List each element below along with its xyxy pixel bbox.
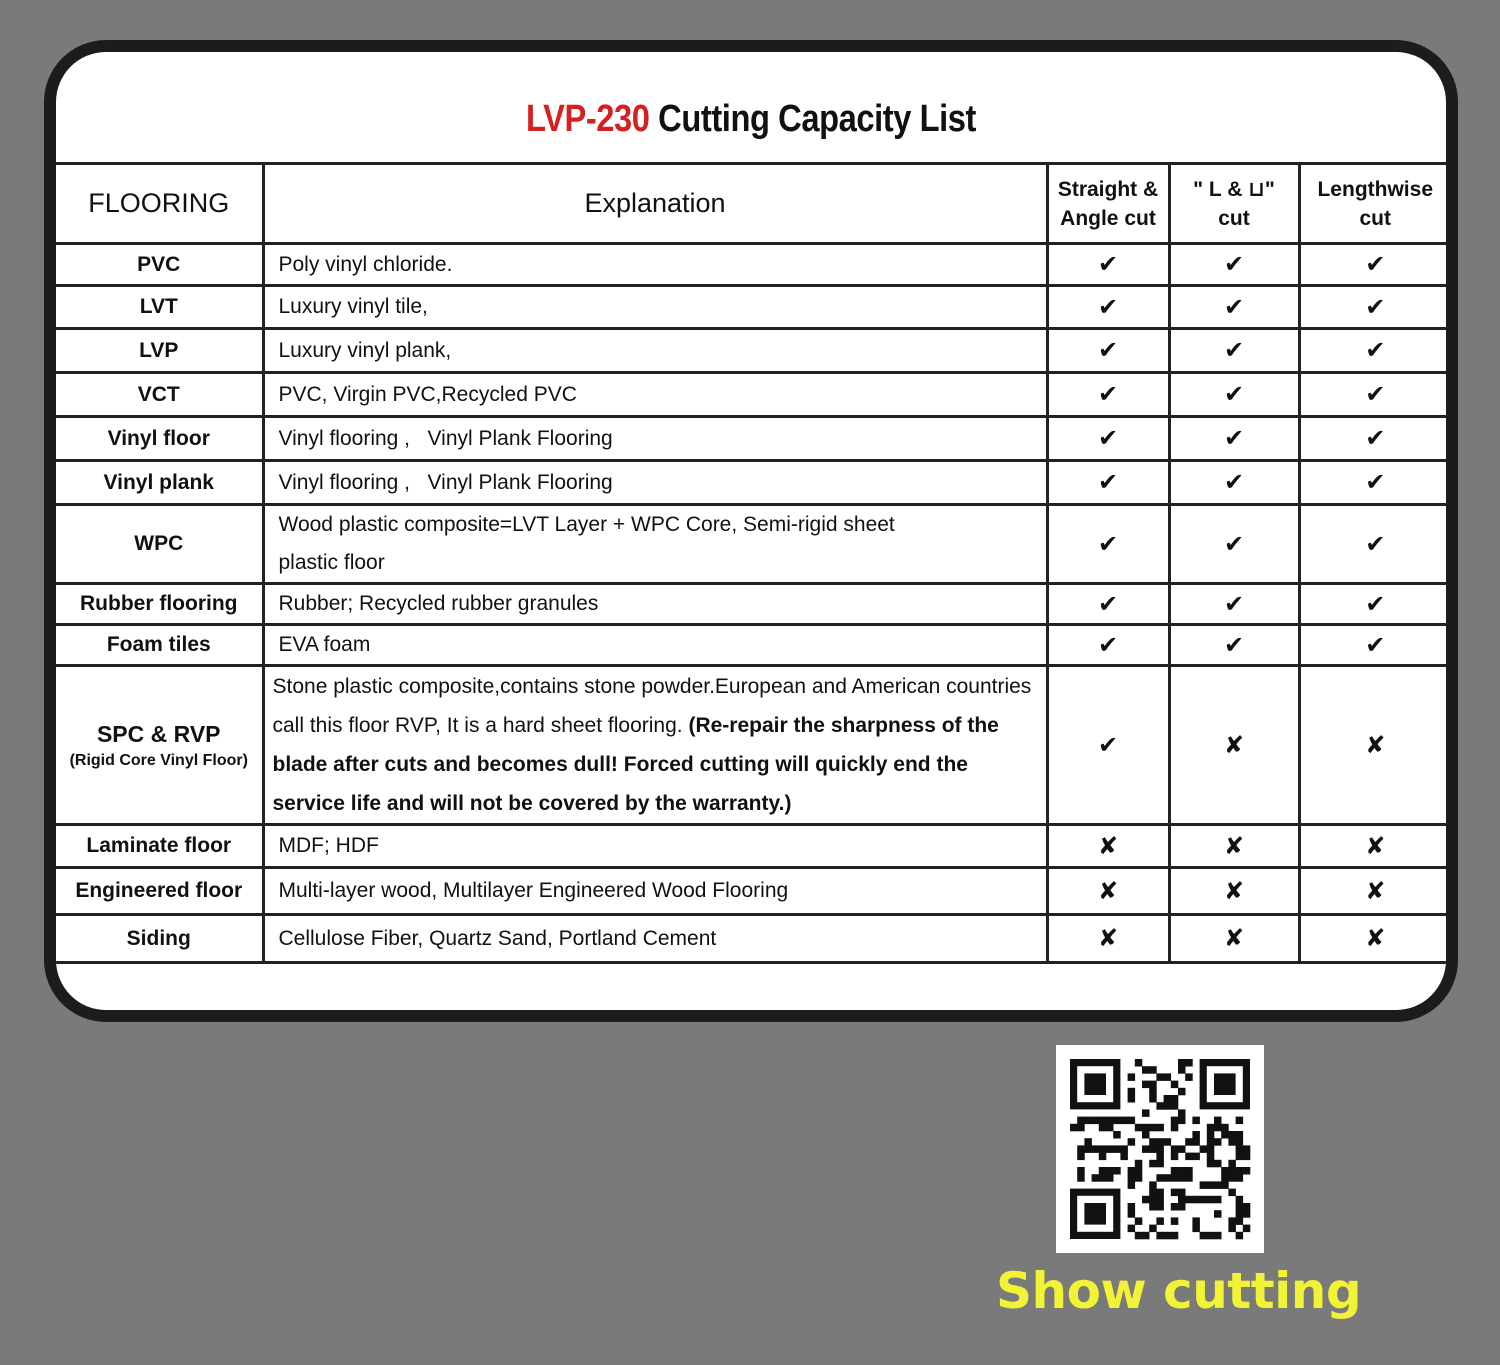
qr-module — [1236, 1138, 1244, 1146]
header-lengthwise-cut — [1299, 164, 1446, 244]
check-icon: ✔ — [1299, 329, 1446, 373]
cross-icon: ✘ — [1047, 915, 1169, 963]
qr-module — [1149, 1160, 1157, 1168]
qr-module — [1171, 1174, 1179, 1182]
qr-module — [1135, 1232, 1143, 1240]
qr-module — [1092, 1117, 1100, 1125]
qr-module — [1149, 1225, 1157, 1233]
qr-module — [1128, 1210, 1136, 1218]
qr-code-graphic — [1056, 1045, 1264, 1253]
qr-module — [1128, 1117, 1136, 1125]
check-icon: ✔ — [1047, 461, 1169, 505]
qr-module — [1200, 1196, 1208, 1204]
qr-module — [1228, 1131, 1236, 1139]
row-explanation: Vinyl flooring , Vinyl Plank Flooring — [263, 461, 1047, 505]
qr-module — [1099, 1124, 1107, 1132]
check-icon: ✔ — [1299, 417, 1446, 461]
qr-module — [1113, 1167, 1121, 1175]
check-icon: ✔ — [1299, 584, 1446, 625]
qr-module — [1156, 1203, 1164, 1211]
qr-module — [1128, 1138, 1136, 1146]
row-explanation — [263, 505, 1047, 584]
qr-module — [1149, 1124, 1157, 1132]
check-icon: ✔ — [1169, 417, 1299, 461]
qr-module — [1207, 1153, 1215, 1161]
qr-module — [1099, 1153, 1107, 1161]
qr-module — [1236, 1174, 1244, 1182]
qr-module — [1164, 1095, 1172, 1103]
qr-module — [1178, 1203, 1186, 1211]
check-icon: ✔ — [1047, 373, 1169, 417]
cross-icon: ✘ — [1299, 915, 1446, 963]
table-row — [56, 584, 1446, 625]
qr-module — [1149, 1203, 1157, 1211]
qr-module — [1228, 1138, 1236, 1146]
qr-module — [1178, 1189, 1186, 1197]
cross-icon: ✘ — [1047, 825, 1169, 868]
qr-module — [1178, 1066, 1186, 1074]
qr-module — [1171, 1153, 1179, 1161]
check-icon: ✔ — [1299, 373, 1446, 417]
qr-module — [1185, 1174, 1193, 1182]
qr-module — [1171, 1189, 1179, 1197]
row-explanation: Luxury vinyl plank, — [263, 329, 1047, 373]
row-name: WPC — [56, 505, 263, 584]
qr-module — [1128, 1095, 1136, 1103]
header-lengthwise-line1: Lengthwise — [1317, 177, 1433, 201]
check-icon: ✔ — [1047, 244, 1169, 286]
qr-module — [1149, 1095, 1157, 1103]
qr-module — [1207, 1196, 1215, 1204]
qr-module — [1156, 1073, 1164, 1081]
row-explanation-warning: (Re-repair the sharpness of the blade after cuts and becomes dull! Forced cutting will quickly end the service life and will not be covered by the warranty.) — [272, 714, 999, 815]
row-name: Rubber flooring — [56, 584, 263, 625]
check-icon: ✔ — [1299, 244, 1446, 286]
qr-module — [1106, 1117, 1114, 1125]
capacity-table — [56, 162, 1446, 964]
row-name-main: SPC & RVP — [96, 720, 221, 747]
row-explanation: Luxury vinyl tile, — [263, 286, 1047, 329]
qr-module — [1156, 1232, 1164, 1240]
row-explanation: Poly vinyl chloride. — [263, 244, 1047, 286]
table-header-row — [56, 164, 1446, 244]
qr-module — [1236, 1210, 1244, 1218]
check-icon: ✔ — [1299, 461, 1446, 505]
qr-module — [1192, 1138, 1200, 1146]
qr-module — [1149, 1138, 1157, 1146]
qr-module — [1171, 1081, 1179, 1089]
row-explanation — [263, 666, 1047, 825]
qr-module — [1214, 1124, 1222, 1132]
qr-module — [1236, 1131, 1244, 1139]
qr-module — [1171, 1117, 1179, 1125]
qr-module — [1192, 1217, 1200, 1225]
qr-module — [1207, 1181, 1215, 1189]
qr-module — [1192, 1153, 1200, 1161]
qr-module — [1214, 1138, 1222, 1146]
qr-module — [1113, 1131, 1121, 1139]
qr-module — [1113, 1145, 1121, 1153]
qr-module — [1149, 1189, 1157, 1197]
table-row — [56, 286, 1446, 329]
header-l-cut — [1169, 164, 1299, 244]
qr-module — [1214, 1196, 1222, 1204]
row-name: PVC — [56, 244, 263, 286]
qr-module — [1207, 1160, 1215, 1168]
qr-module — [1120, 1145, 1128, 1153]
qr-module — [1135, 1124, 1143, 1132]
cross-icon: ✘ — [1169, 868, 1299, 915]
table-row — [56, 868, 1446, 915]
qr-module — [1192, 1196, 1200, 1204]
row-name: Foam tiles — [56, 625, 263, 666]
qr-module — [1178, 1145, 1186, 1153]
qr-module — [1142, 1066, 1150, 1074]
qr-module — [1156, 1124, 1164, 1132]
check-icon: ✔ — [1299, 625, 1446, 666]
header-lengthwise-line2: cut — [1359, 206, 1391, 230]
qr-module — [1185, 1073, 1193, 1081]
qr-code-icon[interactable] — [1056, 1045, 1264, 1253]
qr-module — [1178, 1167, 1186, 1175]
qr-module — [1099, 1167, 1107, 1175]
qr-module — [1243, 1167, 1251, 1175]
header-l-cut-line1: " L & ⊔" — [1193, 177, 1275, 201]
row-explanation: Rubber; Recycled rubber granules — [263, 584, 1047, 625]
qr-module — [1221, 1174, 1229, 1182]
qr-module — [1178, 1174, 1186, 1182]
qr-module — [1077, 1124, 1085, 1132]
qr-module — [1149, 1145, 1157, 1153]
qr-module — [1149, 1081, 1157, 1089]
qr-module — [1156, 1138, 1164, 1146]
qr-module — [1207, 1138, 1215, 1146]
qr-module — [1236, 1153, 1244, 1161]
qr-module — [1120, 1117, 1128, 1125]
qr-module — [1092, 1174, 1100, 1182]
qr-module — [1099, 1117, 1107, 1125]
qr-module — [1178, 1059, 1186, 1067]
qr-module — [1113, 1117, 1121, 1125]
qr-module — [1243, 1203, 1251, 1211]
check-icon: ✔ — [1169, 461, 1299, 505]
table-row — [56, 505, 1446, 584]
qr-module — [1142, 1196, 1150, 1204]
qr-module — [1214, 1232, 1222, 1240]
row-explanation: Multi-layer wood, Multilayer Engineered Wood Flooring — [263, 868, 1047, 915]
row-name: Laminate floor — [56, 825, 263, 868]
show-cutting-caption: Show cutting — [996, 1262, 1362, 1320]
page-title — [153, 98, 1348, 141]
check-icon: ✔ — [1299, 505, 1446, 584]
qr-module — [1142, 1232, 1150, 1240]
qr-module — [1077, 1153, 1085, 1161]
qr-module — [1243, 1210, 1251, 1218]
qr-module — [1149, 1066, 1157, 1074]
qr-module — [1171, 1102, 1179, 1110]
qr-module — [1128, 1167, 1136, 1175]
qr-module — [1070, 1124, 1078, 1132]
row-explanation-line1: Wood plastic composite=LVT Layer + WPC Core, Semi-rigid sheet — [278, 513, 895, 536]
qr-module — [1228, 1225, 1236, 1233]
qr-module — [1142, 1145, 1150, 1153]
qr-module — [1156, 1189, 1164, 1197]
cross-icon: ✘ — [1047, 868, 1169, 915]
qr-module — [1207, 1232, 1215, 1240]
qr-module — [1192, 1225, 1200, 1233]
qr-module — [1200, 1232, 1208, 1240]
qr-module — [1171, 1167, 1179, 1175]
header-straight-line2: Angle cut — [1060, 206, 1156, 230]
qr-module — [1077, 1145, 1085, 1153]
qr-module — [1106, 1145, 1114, 1153]
table-row — [56, 417, 1446, 461]
qr-module — [1228, 1160, 1236, 1168]
header-flooring: FLOORING — [56, 164, 263, 244]
qr-module — [1171, 1124, 1179, 1132]
qr-module — [1221, 1181, 1229, 1189]
qr-module — [1106, 1174, 1114, 1182]
qr-module — [1200, 1145, 1208, 1153]
check-icon: ✔ — [1047, 417, 1169, 461]
qr-module — [1185, 1059, 1193, 1067]
qr-module — [1084, 1073, 1106, 1095]
row-explanation: Cellulose Fiber, Quartz Sand, Portland Cement — [263, 915, 1047, 963]
check-icon: ✔ — [1169, 584, 1299, 625]
qr-module — [1221, 1131, 1229, 1139]
qr-module — [1156, 1174, 1164, 1182]
qr-module — [1084, 1117, 1092, 1125]
qr-module — [1192, 1131, 1200, 1139]
qr-module — [1128, 1174, 1136, 1182]
qr-module — [1185, 1196, 1193, 1204]
qr-module — [1236, 1217, 1244, 1225]
row-name: VCT — [56, 373, 263, 417]
capacity-card-inner — [56, 52, 1446, 1010]
qr-module — [1128, 1225, 1136, 1233]
table-row — [56, 373, 1446, 417]
qr-module — [1185, 1167, 1193, 1175]
row-name: Siding — [56, 915, 263, 963]
table-row — [56, 825, 1446, 868]
qr-module — [1077, 1167, 1085, 1175]
row-name: Vinyl plank — [56, 461, 263, 505]
qr-module — [1243, 1225, 1251, 1233]
qr-module — [1171, 1145, 1179, 1153]
table-row — [56, 625, 1446, 666]
qr-module — [1128, 1088, 1136, 1096]
qr-module — [1228, 1167, 1236, 1175]
qr-module — [1156, 1217, 1164, 1225]
qr-module — [1156, 1153, 1164, 1161]
cross-icon: ✘ — [1169, 666, 1299, 825]
table-row — [56, 329, 1446, 373]
row-name-subtitle: (Rigid Core Vinyl Floor) — [69, 751, 248, 769]
qr-module — [1207, 1131, 1215, 1139]
qr-module — [1135, 1059, 1143, 1067]
table-row — [56, 915, 1446, 963]
check-icon: ✔ — [1169, 286, 1299, 329]
qr-module — [1178, 1109, 1186, 1117]
qr-module — [1135, 1217, 1143, 1225]
row-explanation-line2: plastic floor — [278, 551, 385, 574]
qr-module — [1135, 1167, 1143, 1175]
qr-module — [1164, 1073, 1172, 1081]
qr-module — [1236, 1232, 1244, 1240]
qr-module — [1178, 1088, 1186, 1096]
qr-module — [1164, 1102, 1172, 1110]
qr-module — [1236, 1145, 1244, 1153]
qr-module — [1228, 1189, 1236, 1197]
qr-module — [1084, 1203, 1106, 1225]
row-explanation-normal: Stone plastic composite,contains stone powder.European and American countries call this floor RVP, It is a hard sheet flooring. — [272, 675, 1032, 737]
row-explanation: PVC, Virgin PVC,Recycled PVC — [263, 373, 1047, 417]
check-icon: ✔ — [1169, 505, 1299, 584]
qr-module — [1171, 1217, 1179, 1225]
qr-module — [1128, 1203, 1136, 1211]
row-name: Engineered floor — [56, 868, 263, 915]
qr-module — [1142, 1109, 1150, 1117]
title-text: Cutting Capacity List — [658, 98, 976, 140]
qr-module — [1178, 1117, 1186, 1125]
check-icon: ✔ — [1047, 505, 1169, 584]
check-icon: ✔ — [1047, 286, 1169, 329]
qr-module — [1156, 1196, 1164, 1204]
qr-module — [1084, 1138, 1092, 1146]
qr-module — [1142, 1081, 1150, 1089]
qr-module — [1214, 1160, 1222, 1168]
check-icon: ✔ — [1299, 286, 1446, 329]
qr-module — [1077, 1117, 1085, 1125]
qr-module — [1164, 1174, 1172, 1182]
qr-module — [1164, 1232, 1172, 1240]
qr-module — [1236, 1167, 1244, 1175]
qr-module — [1214, 1117, 1222, 1125]
capacity-card — [44, 40, 1458, 1022]
qr-module — [1171, 1095, 1179, 1103]
check-icon: ✔ — [1169, 373, 1299, 417]
row-explanation: Vinyl flooring , Vinyl Plank Flooring — [263, 417, 1047, 461]
qr-module — [1243, 1153, 1251, 1161]
header-straight-angle-cut — [1047, 164, 1169, 244]
qr-module — [1092, 1145, 1100, 1153]
check-icon: ✔ — [1169, 329, 1299, 373]
qr-module — [1171, 1232, 1179, 1240]
qr-module — [1164, 1138, 1172, 1146]
qr-module — [1135, 1160, 1143, 1168]
check-icon: ✔ — [1047, 625, 1169, 666]
cross-icon: ✘ — [1299, 666, 1446, 825]
qr-module — [1228, 1217, 1236, 1225]
qr-module — [1149, 1196, 1157, 1204]
qr-module — [1128, 1073, 1136, 1081]
cross-icon: ✘ — [1299, 825, 1446, 868]
qr-module — [1192, 1117, 1200, 1125]
qr-module — [1106, 1124, 1114, 1132]
qr-module — [1084, 1145, 1092, 1153]
header-l-cut-line2: cut — [1218, 206, 1250, 230]
table-row — [56, 244, 1446, 286]
qr-module — [1214, 1073, 1236, 1095]
qr-module — [1200, 1181, 1208, 1189]
row-explanation: EVA foam — [263, 625, 1047, 666]
qr-module — [1106, 1167, 1114, 1175]
row-name — [56, 666, 263, 825]
qr-module — [1149, 1181, 1157, 1189]
title-model-code: LVP-230 — [526, 98, 650, 140]
qr-module — [1156, 1160, 1164, 1168]
qr-module — [1142, 1131, 1150, 1139]
qr-module — [1120, 1153, 1128, 1161]
qr-module — [1185, 1138, 1193, 1146]
row-name: Vinyl floor — [56, 417, 263, 461]
check-icon: ✔ — [1169, 625, 1299, 666]
qr-module — [1171, 1203, 1179, 1211]
qr-module — [1214, 1181, 1222, 1189]
qr-module — [1243, 1145, 1251, 1153]
qr-module — [1099, 1145, 1107, 1153]
row-name: LVP — [56, 329, 263, 373]
qr-module — [1128, 1181, 1136, 1189]
qr-module — [1214, 1210, 1222, 1218]
table-row — [56, 461, 1446, 505]
qr-module — [1236, 1196, 1244, 1204]
qr-module — [1207, 1145, 1215, 1153]
qr-module — [1156, 1145, 1164, 1153]
qr-module — [1228, 1174, 1236, 1182]
qr-module — [1178, 1196, 1186, 1204]
cross-icon: ✘ — [1299, 868, 1446, 915]
qr-module — [1185, 1153, 1193, 1161]
row-name: LVT — [56, 286, 263, 329]
qr-module — [1236, 1203, 1244, 1211]
qr-module — [1142, 1124, 1150, 1132]
row-explanation: MDF; HDF — [263, 825, 1047, 868]
cross-icon: ✘ — [1169, 915, 1299, 963]
qr-module — [1149, 1088, 1157, 1096]
qr-module — [1236, 1117, 1244, 1125]
qr-module — [1221, 1167, 1229, 1175]
header-straight-line1: Straight & — [1057, 177, 1159, 201]
table-row — [56, 666, 1446, 825]
qr-module — [1221, 1124, 1229, 1132]
check-icon: ✔ — [1047, 666, 1169, 825]
header-explanation: Explanation — [263, 164, 1047, 244]
qr-module — [1099, 1174, 1107, 1182]
check-icon: ✔ — [1169, 244, 1299, 286]
qr-module — [1156, 1102, 1164, 1110]
check-icon: ✔ — [1047, 329, 1169, 373]
qr-module — [1135, 1174, 1143, 1182]
qr-module — [1207, 1124, 1215, 1132]
check-icon: ✔ — [1047, 584, 1169, 625]
qr-module — [1077, 1174, 1085, 1182]
cross-icon: ✘ — [1169, 825, 1299, 868]
